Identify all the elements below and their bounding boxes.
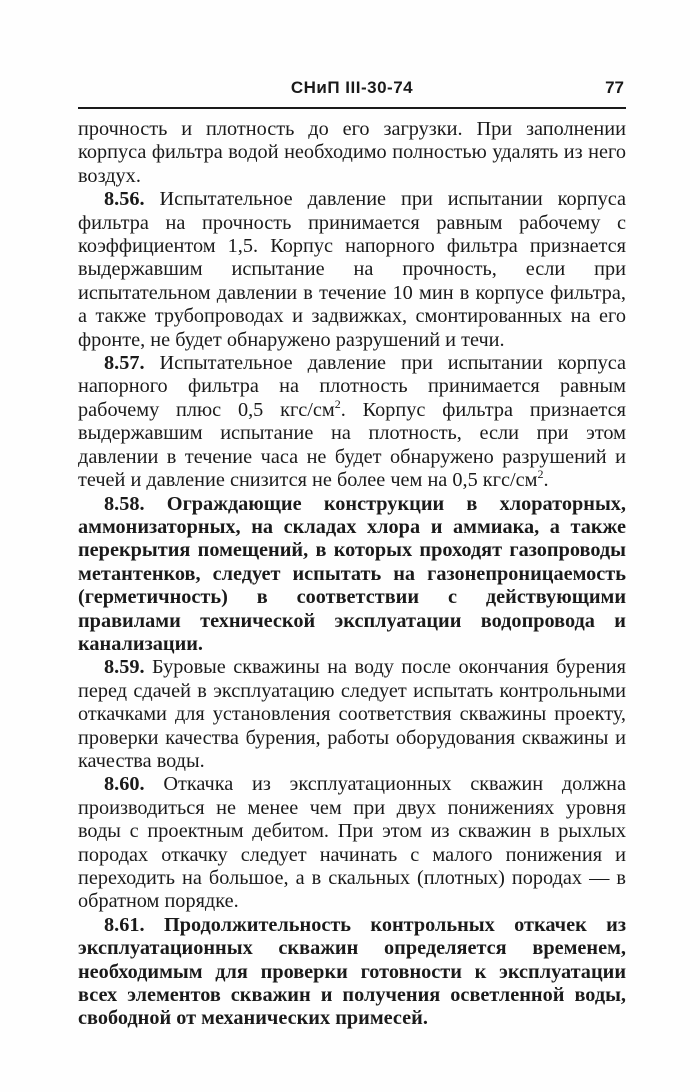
paragraph-number: 8.60.: [104, 773, 145, 796]
paragraph-number: 8.59.: [104, 656, 145, 679]
paragraph-8-61: [78, 914, 626, 1031]
header-rule: [78, 107, 626, 109]
paragraph-text: Испытательное давление при испытании корпуса фильтра на прочность принимается равным рабочему с коэффициентом 1,5. Корпус напорного фильтра признается выдержавшим испытание на прочность, если при испытательном давлении в течение 10 мин в корпусе фильтра, а также трубопроводах и задвижках, смонтированных на его фронте, не будет обнаружено разрушений и течи.: [78, 188, 626, 351]
paragraph-text: прочность и плотность до его загрузки. При заполнении корпуса фильтра водой необходимо полностью удалять из него воздух.: [78, 118, 626, 187]
page-number: 77: [605, 78, 624, 97]
paragraph-number: 8.61.: [104, 913, 145, 936]
paragraph-text: Продолжительность контрольных откачек из эксплуатационных скважин определяется временем, необходимым для проверки готовности к эксплуатации всех элементов скважин и получения осветленной воды, свободной от механических примесей.: [78, 913, 626, 1030]
paragraph-text: Ограждающие конструкции в хлораторных, аммонизаторных, на складах хлора и аммиака, а также перекрытия помещений, в которых проходят газопроводы метантенков, следует испытать на газонепроницаемость (герметичность) в соответствии с действующими правилами технической эксплуатации водопровода и канализации.: [78, 492, 626, 655]
paragraph-text: Буровые скважины на воду после окончания бурения перед сдачей в эксплуатацию следует испытать контрольными откачками для установления соответствия скважины проекту, проверки качества бурения, работы оборудования скважины и качества воды.: [78, 656, 626, 772]
superscript: 2: [537, 467, 544, 482]
paragraph-number: 8.58.: [104, 492, 145, 515]
running-title: СНиП III-30-74: [290, 78, 414, 97]
page-header: [78, 78, 626, 106]
paragraph-8-59: [78, 656, 626, 773]
paragraph-8-60: [78, 773, 626, 913]
paragraph-8-58: [78, 493, 626, 657]
paragraph-text: Откачка из эксплуатационных скважин должна производиться не менее чем при двух понижениях уровня воды с проектным дебитом. При этом из скважин в рыхлых породах откачку следует начинать с малого понижения и переходить на большое, а в скальных (плотных) породах — в обратном порядке.: [78, 773, 626, 913]
paragraph-text-part: . Корпус фильтра признается выдержавшим испытание на плотность, если при этом давлении в течение часа не будет обнаружено разрушений и течей и давление снизится не более чем на 0,5 кгс/см: [78, 398, 626, 492]
body-text: [78, 118, 626, 1031]
paragraph-continuation: [78, 118, 626, 188]
superscript: 2: [334, 397, 341, 412]
paragraph-8-56: [78, 188, 626, 352]
paragraph-8-57: [78, 352, 626, 492]
paragraph-text-part: Испытательное давление при испытании корпуса напорного фильтра на плотность принимается равным рабочему плюс 0,5 кгс/см: [78, 352, 626, 421]
paragraph-number: 8.57.: [104, 352, 145, 375]
paragraph-text-part: .: [543, 469, 549, 492]
paragraph-number: 8.56.: [104, 188, 145, 211]
